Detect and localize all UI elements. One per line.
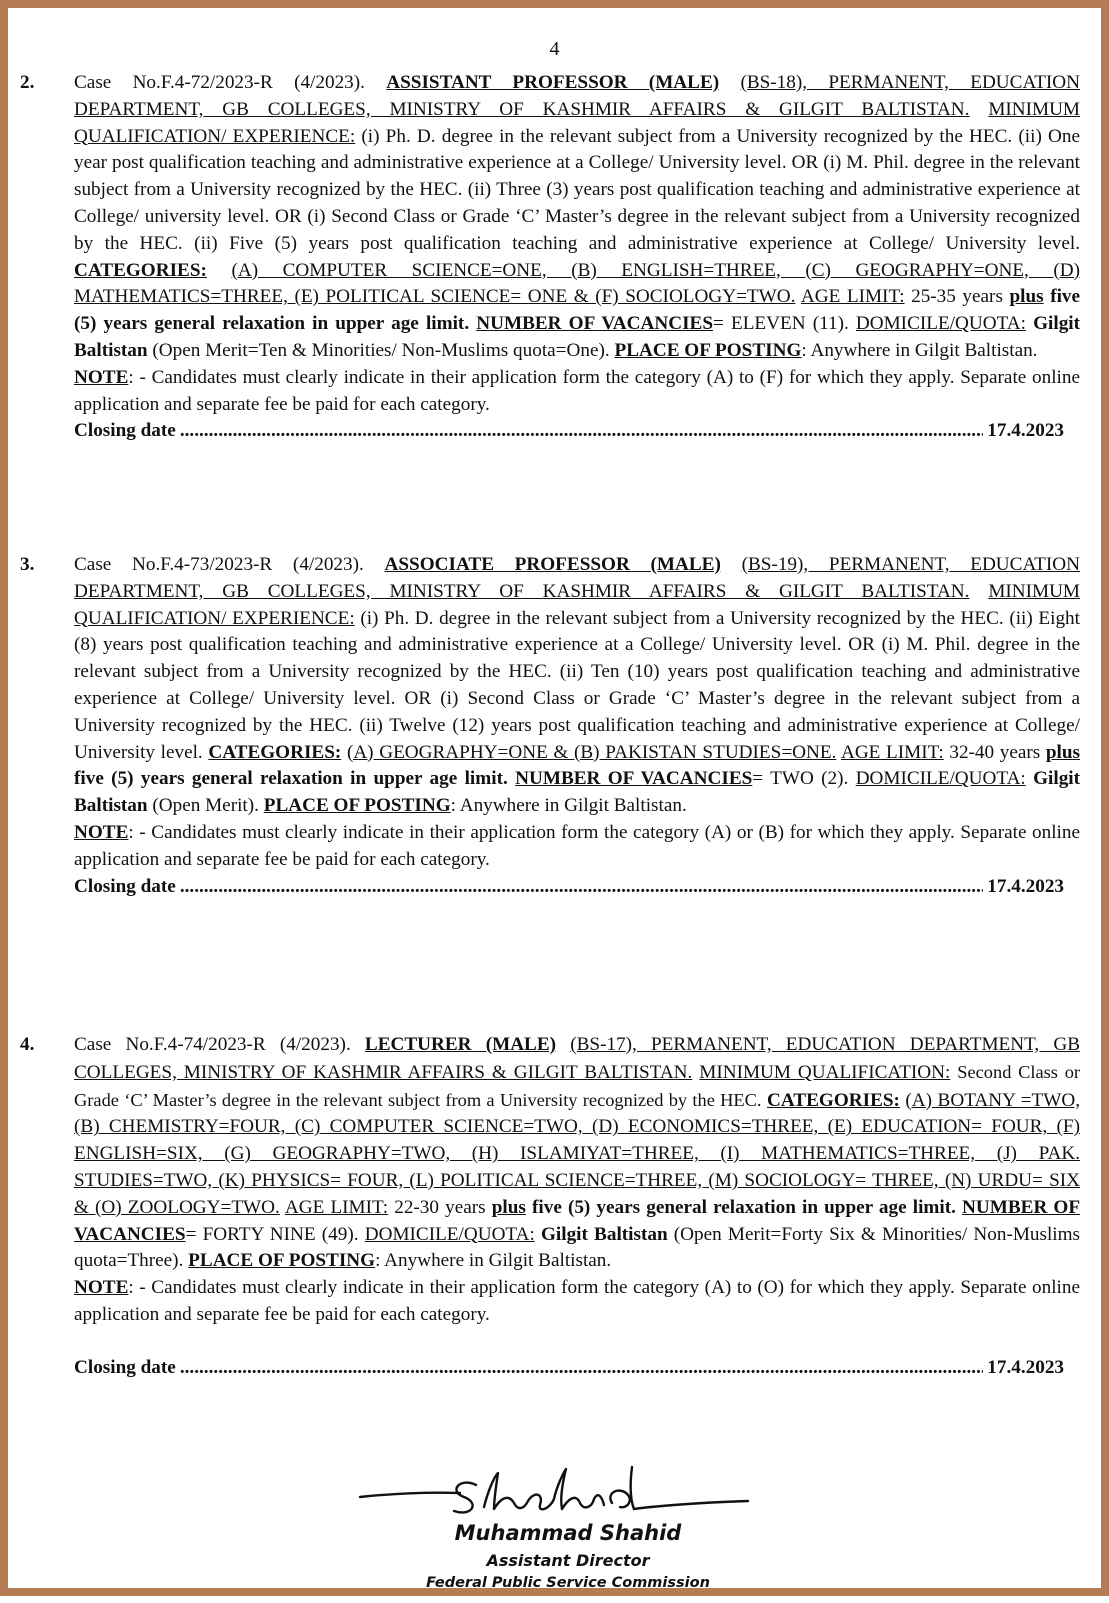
case-block [8,552,1101,900]
signatory-organization: Federal Public Service Commission [426,1575,710,1591]
case-body [74,1032,1080,1382]
post-details: (BS-19), PERMANENT, EDUCATION DEPARTMENT, GB COLLEGES, MINISTRY OF KASHMIR AFFAIRS & GILGIT BALTISTAN. [74,554,1081,602]
domicile-text: (Open Merit). [152,795,259,817]
qualification-text: (i) Ph. D. degree in the relevant subject from a University recognized by the HEC. (ii) One year post qualification teaching and administrative experience at a College/ University level. OR (i) M. Phil. degree in the relevant subject from a University recognized by the HEC. (ii) Three (3) years post qualification teaching and administrative experience at College/ university level. OR (i) Second Class or Grade ‘C’ Master’s degree in the relevant subject from a University recognized by the HEC. (ii) Five (5) years post qualification teaching and administrative experience at College/ University level. [74,125,1081,254]
handwritten-signature [348,1463,788,1523]
domicile-label: DOMICILE/QUOTA: [364,1223,535,1245]
case-body [74,70,1080,445]
domicile-label: DOMICILE/QUOTA: [855,313,1026,335]
relaxation-text: five (5) years general relaxation in upper age limit. [74,768,508,790]
post-title: ASSOCIATE PROFESSOR (MALE) [384,554,721,575]
page-number: 4 [549,38,560,60]
plus-word: plus [491,1196,526,1218]
vacancies-text: = ELEVEN (11). [713,313,849,335]
closing-date-label: Closing date [74,875,176,897]
plus-word: plus [1009,286,1044,308]
signature-block [348,1463,788,1603]
closing-date-label: Closing date [74,420,176,442]
case-no: Case No.F.4-72/2023-R (4/2023). [74,72,365,93]
closing-date-value: 17.4.2023 [987,875,1064,897]
posting-label: PLACE OF POSTING [614,339,802,361]
post-title: LECTURER (MALE) [364,1034,557,1055]
vacancies-label: NUMBER OF VACANCIES [74,1196,1081,1245]
note-text: : - Candidates must clearly indicate in their application form the category (A) to (F) for which they apply. Separate online application and separate fee be paid for each category. [74,366,1080,415]
categories-text: (A) COMPUTER SCIENCE=ONE, (B) ENGLISH=THREE, (C) GEOGRAPHY=ONE, (D) MATHEMATICS=THREE, (E) POLITICAL SCIENCE= ONE & (F) SOCIOLOGY=TWO. [74,259,1081,308]
qualification-label: MINIMUM QUALIFICATION: [699,1061,951,1083]
qualification-label: MINIMUM QUALIFICATION/ EXPERIENCE: [74,580,1080,629]
age-limit-label: AGE LIMIT: [840,741,944,763]
categories-label: CATEGORIES: [208,741,342,763]
case-block [8,70,1101,445]
signatory-name: Muhammad Shahid [454,1521,682,1545]
qualification-label: MINIMUM QUALIFICATION/ EXPERIENCE: [74,98,1080,147]
vacancies-label: NUMBER OF VACANCIES [515,768,753,790]
closing-date-row [74,1355,1064,1382]
categories-text: (A) GEOGRAPHY=ONE & (B) PAKISTAN STUDIES=ONE. [346,741,837,763]
posting-text: : Anywhere in Gilgit Baltistan. [450,795,687,817]
post-details: (BS-18), PERMANENT, EDUCATION DEPARTMENT, GB COLLEGES, MINISTRY OF KASHMIR AFFAIRS & GILGIT BALTISTAN. [74,72,1081,120]
leader-dots [180,1355,983,1382]
domicile-text: (Open Merit=Forty Six & Minorities/ Non-Muslims quota=Three). [74,1223,1081,1272]
closing-date-value: 17.4.2023 [987,420,1064,442]
closing-date-value: 17.4.2023 [987,1356,1064,1378]
age-limit-text: 32-40 years [949,741,1041,763]
closing-date-label: Closing date [74,1356,176,1378]
domicile-region: Gilgit Baltistan [540,1223,668,1245]
domicile-text: (Open Merit=Ten & Minorities/ Non-Muslims quota=One). [152,339,610,361]
posting-text: : Anywhere in Gilgit Baltistan. [375,1250,612,1272]
posting-label: PLACE OF POSTING [188,1250,376,1272]
posting-text: : Anywhere in Gilgit Baltistan. [801,339,1038,361]
domicile-region: Gilgit Baltistan [74,313,1081,361]
age-limit-text: 22-30 years [394,1196,486,1218]
qualification-text: Second Class or Grade ‘C’ Master’s degree in the relevant subject from a University recognized by the HEC. [74,1061,1081,1110]
signatory-title: Assistant Director [486,1551,650,1570]
note-text: : - Candidates must clearly indicate in their application form the category (A) to (O) for which they apply. Separate online application and separate fee be paid for each category. [74,1277,1080,1325]
age-limit-label: AGE LIMIT: [800,286,905,308]
vacancies-text: = TWO (2). [752,768,849,790]
post-title: ASSISTANT PROFESSOR (MALE) [386,72,720,93]
age-limit-text: 25-35 years [911,286,1003,308]
note-label: NOTE [74,1277,129,1299]
note-label: NOTE [74,821,129,843]
age-limit-label: AGE LIMIT: [284,1196,389,1218]
closing-date-row [74,418,1064,445]
categories-label: CATEGORIES: [74,259,207,281]
posting-label: PLACE OF POSTING [263,795,451,817]
domicile-label: DOMICILE/QUOTA: [855,768,1026,790]
plus-word: plus [1045,741,1081,763]
relaxation-text: five (5) years general relaxation in upper age limit. [532,1196,956,1218]
note-label: NOTE [74,366,129,388]
vacancies-text: = FORTY NINE (49). [185,1223,359,1245]
leader-dots [180,418,983,445]
case-number: 2. [20,72,35,93]
case-number: 4. [20,1034,35,1055]
case-block [8,1032,1101,1382]
domicile-region: Gilgit Baltistan [74,768,1081,817]
leader-dots [180,874,983,901]
case-no: Case No.F.4-74/2023-R (4/2023). [74,1034,351,1055]
case-no: Case No.F.4-73/2023-R (4/2023). [74,554,364,575]
qualification-text: (i) Ph. D. degree in the relevant subject from a University recognized by the HEC. (ii) Eight (8) years post qualification teaching and administrative experience at a College/ University level. OR (i) M. Phil. degree in the relevant subject from a University recognized by the HEC. (ii) Ten (10) years post qualification teaching and administrative experience at College/ University level. OR (i) Second Class or Grade ‘C’ Master’s degree in the relevant subject from a University recognized by the HEC. (ii) Twelve (12) years post qualification teaching and administrative experience at College/ University level. [74,607,1080,763]
post-details: (BS-17), PERMANENT, EDUCATION DEPARTMENT, GB COLLEGES, MINISTRY OF KASHMIR AFFAIRS & GILGIT BALTISTAN. [74,1034,1081,1083]
relaxation-text: five (5) years general relaxation in upper age limit. [74,286,1081,335]
case-body [74,552,1080,900]
closing-date-row [74,874,1064,901]
case-number: 3. [20,554,35,575]
vacancies-label: NUMBER OF VACANCIES [476,313,714,335]
categories-label: CATEGORIES: [767,1089,900,1111]
note-text: : - Candidates must clearly indicate in their application form the category (A) or (B) for which they apply. Separate online application and separate fee be paid for each category. [74,821,1080,870]
categories-text: (A) BOTANY =TWO, (B) CHEMISTRY=FOUR, (C) COMPUTER SCIENCE=TWO, (D) ECONOMICS=THREE, (E) EDUCATION= FOUR, (F) ENGLISH=SIX, (G) GEOGRAPHY=TWO, (H) ISLAMIYAT=THREE, (I) MATHEMATICS=THREE, (J) PAK. STUDIES=TWO, (K) PHYSICS= FOUR, (L) POLITICAL SCIENCE=THREE, (M) SOCIOLOGY= THREE, (N) URDU= SIX & (O) ZOOLOGY=TWO. [74,1089,1081,1218]
